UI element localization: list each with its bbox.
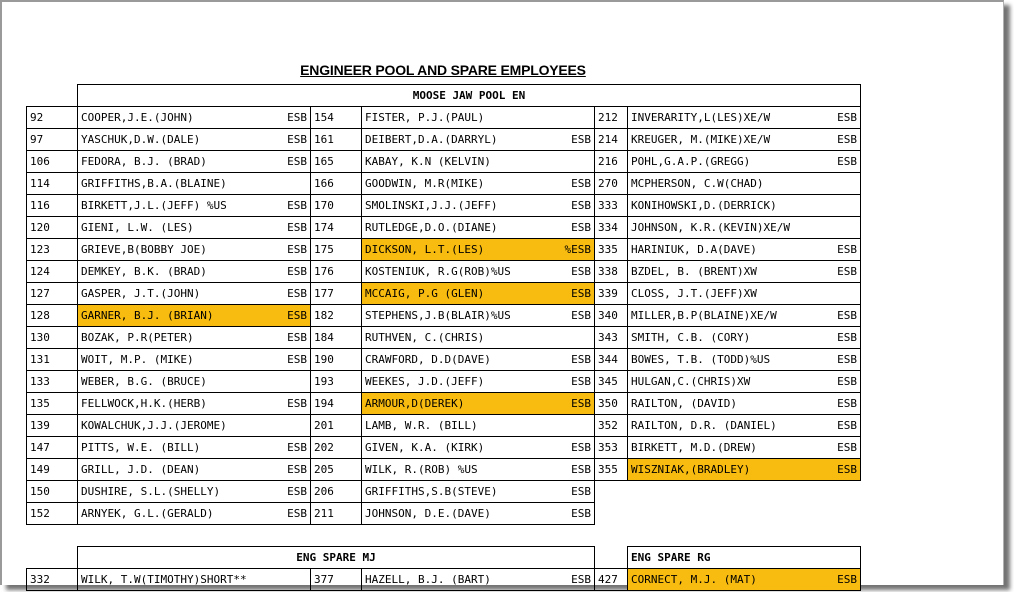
employee-name: WILK, R.(ROB) %US xyxy=(365,463,478,476)
employee-name: BOWES, T.B. (TODD)%US xyxy=(631,353,771,366)
employee-name-cell xyxy=(362,481,595,503)
table-row xyxy=(27,283,861,305)
employee-name-cell xyxy=(78,459,311,481)
employee-name: WOIT, M.P. (MIKE) xyxy=(81,353,194,366)
table-row xyxy=(27,349,861,371)
employee-name: BIRKETT, M.D.(DREW) xyxy=(631,441,757,454)
employee-tag: ESB xyxy=(287,111,307,124)
employee-name-cell xyxy=(628,305,861,327)
employee-name-cell xyxy=(362,173,595,195)
employee-number: 133 xyxy=(27,371,78,393)
employee-name: CORNECT, M.J. (MAT) xyxy=(631,573,757,586)
employee-name-cell xyxy=(78,305,311,327)
employee-number: 116 xyxy=(27,195,78,217)
employee-name-cell xyxy=(628,217,861,239)
pool-header: MOOSE JAW POOL EN xyxy=(78,85,861,107)
employee-number: 270 xyxy=(595,173,628,195)
employee-tag: ESB xyxy=(287,287,307,300)
employee-name-cell xyxy=(78,349,311,371)
employee-name-cell xyxy=(628,107,861,129)
employee-name: HAZELL, B.J. (BART) xyxy=(365,573,491,586)
employee-number: 333 xyxy=(595,195,628,217)
employee-number: 206 xyxy=(311,481,362,503)
employee-name: JOHNSON, K.R.(KEVIN)XE/W xyxy=(631,221,790,234)
employee-name-cell xyxy=(362,393,595,415)
employee-number: 212 xyxy=(595,107,628,129)
employee-name-cell xyxy=(362,151,595,173)
employee-name: GRIFFITHS,S.B(STEVE) xyxy=(365,485,498,498)
employee-tag: ESB xyxy=(837,353,857,366)
employee-name: BZDEL, B. (BRENT)XW xyxy=(631,265,757,278)
employee-tag: ESB xyxy=(287,397,307,410)
employee-tag: ESB xyxy=(287,331,307,344)
employee-name: WEBER, B.G. (BRUCE) xyxy=(81,375,207,388)
employee-name-cell xyxy=(78,415,311,437)
employee-number: 340 xyxy=(595,305,628,327)
employee-name: SMITH, C.B. (CORY) xyxy=(631,331,751,344)
employee-tag: ESB xyxy=(571,177,591,190)
employee-name: GRIEVE,B(BOBBY JOE) xyxy=(81,243,207,256)
table-row xyxy=(27,371,861,393)
employee-tag: ESB xyxy=(571,441,591,454)
employee-number: 106 xyxy=(27,151,78,173)
spare-rg-header: ENG SPARE RG xyxy=(628,547,861,569)
employee-tag: ESB xyxy=(287,353,307,366)
employee-tag: ESB xyxy=(837,133,857,146)
employee-name: RAILTON, D.R. (DANIEL) xyxy=(631,419,777,432)
employee-tag: ESB xyxy=(571,463,591,476)
employee-name: COOPER,J.E.(JOHN) xyxy=(81,111,194,124)
employee-name-cell xyxy=(78,327,311,349)
employee-tag: ESB xyxy=(571,133,591,146)
employee-number: 120 xyxy=(27,217,78,239)
employee-number: 166 xyxy=(311,173,362,195)
employee-name-cell xyxy=(78,195,311,217)
employee-number: 332 xyxy=(27,569,78,591)
employee-name-cell xyxy=(362,327,595,349)
employee-tag: ESB xyxy=(287,463,307,476)
employee-tag xyxy=(853,217,857,238)
employee-name-cell xyxy=(628,393,861,415)
employee-tag: ESB xyxy=(837,463,857,476)
employee-number: 152 xyxy=(27,503,78,525)
table-row xyxy=(27,415,861,437)
employee-name: RUTLEDGE,D.O.(DIANE) xyxy=(365,221,498,234)
employee-tag xyxy=(303,415,307,436)
employee-tag: ESB xyxy=(837,573,857,586)
employee-tag: ESB xyxy=(287,199,307,212)
employee-name: POHL,G.A.P.(GREGG) xyxy=(631,155,751,168)
employee-tag xyxy=(303,371,307,392)
employee-number: 123 xyxy=(27,239,78,261)
employee-number: 139 xyxy=(27,415,78,437)
employee-tag xyxy=(587,107,591,128)
employee-tag: ESB xyxy=(837,397,857,410)
employee-number: 175 xyxy=(311,239,362,261)
employee-tag: ESB xyxy=(287,507,307,520)
employee-tag: ESB xyxy=(571,199,591,212)
employee-name: INVERARITY,L(LES)XE/W xyxy=(631,111,771,124)
employee-name-cell xyxy=(362,415,595,437)
employee-number: 427 xyxy=(595,569,628,591)
employee-number: 135 xyxy=(27,393,78,415)
table-row xyxy=(27,459,861,481)
employee-tag: ESB xyxy=(571,375,591,388)
employee-tag xyxy=(587,327,591,348)
employee-tag: ESB xyxy=(837,419,857,432)
employee-name-cell xyxy=(362,371,595,393)
employee-number: 193 xyxy=(311,371,362,393)
employee-number: 131 xyxy=(27,349,78,371)
employee-name-cell xyxy=(78,173,311,195)
employee-name-cell xyxy=(362,459,595,481)
table-row xyxy=(27,393,861,415)
employee-name: BIRKETT,J.L.(JEFF) %US xyxy=(81,199,227,212)
employee-name: MILLER,B.P(BLAINE)XE/W xyxy=(631,309,777,322)
employee-name: DEMKEY, B.K. (BRAD) xyxy=(81,265,207,278)
pool-header-row xyxy=(27,85,861,107)
employee-name-cell xyxy=(362,283,595,305)
employee-tag: ESB xyxy=(571,287,591,300)
table-row xyxy=(27,195,861,217)
employee-name-cell xyxy=(78,261,311,283)
employee-name-cell xyxy=(362,195,595,217)
employee-tag: ESB xyxy=(571,221,591,234)
employee-number: 154 xyxy=(311,107,362,129)
employee-name: HARINIUK, D.A(DAVE) xyxy=(631,243,757,256)
employee-name: KREUGER, M.(MIKE)XE/W xyxy=(631,133,771,146)
employee-name-cell xyxy=(362,261,595,283)
employee-tag xyxy=(587,415,591,436)
employee-name-cell xyxy=(628,129,861,151)
employee-number: 174 xyxy=(311,217,362,239)
employee-number: 353 xyxy=(595,437,628,459)
employee-number: 194 xyxy=(311,393,362,415)
employee-name: LAMB, W.R. (BILL) xyxy=(365,419,478,432)
employee-tag xyxy=(853,195,857,216)
employee-tag: ESB xyxy=(837,331,857,344)
employee-number: 149 xyxy=(27,459,78,481)
employee-tag xyxy=(587,151,591,172)
employee-name-cell xyxy=(78,283,311,305)
employee-name: DEIBERT,D.A.(DARRYL) xyxy=(365,133,498,146)
employee-number: 216 xyxy=(595,151,628,173)
employee-number: 182 xyxy=(311,305,362,327)
employee-number: 335 xyxy=(595,239,628,261)
employee-name: WEEKES, J.D.(JEFF) xyxy=(365,375,485,388)
employee-number: 345 xyxy=(595,371,628,393)
table-row xyxy=(27,217,861,239)
employee-name: GASPER, J.T.(JOHN) xyxy=(81,287,201,300)
employee-name: RAILTON, (DAVID) xyxy=(631,397,737,410)
employee-name-cell xyxy=(78,569,311,591)
table-row xyxy=(27,305,861,327)
employee-name: GRIFFITHS,B.A.(BLAINE) xyxy=(81,177,227,190)
employee-number: 334 xyxy=(595,217,628,239)
employee-name-cell xyxy=(362,107,595,129)
employee-name-cell xyxy=(628,371,861,393)
employee-name: GIVEN, K.A. (KIRK) xyxy=(365,441,485,454)
employee-tag: ESB xyxy=(837,309,857,322)
employee-name-cell xyxy=(628,459,861,481)
table-row xyxy=(27,151,861,173)
employee-tag: ESB xyxy=(837,155,857,168)
employee-name-cell xyxy=(362,129,595,151)
employee-name: CLOSS, J.T.(JEFF)XW xyxy=(631,287,757,300)
employee-name-cell xyxy=(78,393,311,415)
employee-number: 343 xyxy=(595,327,628,349)
employee-number: 130 xyxy=(27,327,78,349)
employee-number: 355 xyxy=(595,459,628,481)
employee-tag: ESB xyxy=(837,441,857,454)
employee-name: FISTER, P.J.(PAUL) xyxy=(365,111,485,124)
employee-name: DUSHIRE, S.L.(SHELLY) xyxy=(81,485,221,498)
employee-name: ARMOUR,D(DEREK) xyxy=(365,397,465,410)
employee-tag: ESB xyxy=(287,155,307,168)
table-row xyxy=(27,437,861,459)
employee-tag: ESB xyxy=(837,265,857,278)
employee-tag xyxy=(853,283,857,304)
employee-name-cell xyxy=(362,217,595,239)
employee-name-cell xyxy=(362,239,595,261)
employee-number: 124 xyxy=(27,261,78,283)
employee-name: SMOLINSKI,J.J.(JEFF) xyxy=(365,199,498,212)
employee-number: 176 xyxy=(311,261,362,283)
employee-name: KOSTENIUK, R.G(ROB)%US xyxy=(365,265,511,278)
employee-name: GOODWIN, M.R(MIKE) xyxy=(365,177,485,190)
roster-table xyxy=(26,84,861,591)
employee-name: MCPHERSON, C.W(CHAD) xyxy=(631,177,764,190)
table-row xyxy=(27,107,861,129)
employee-tag: ESB xyxy=(571,507,591,520)
employee-tag: ESB xyxy=(287,133,307,146)
employee-number: 211 xyxy=(311,503,362,525)
employee-name: FELLWOCK,H.K.(HERB) xyxy=(81,397,207,410)
employee-name-cell xyxy=(78,107,311,129)
employee-name: HULGAN,C.(CHRIS)XW xyxy=(631,375,751,388)
employee-name-cell xyxy=(78,151,311,173)
employee-tag: ESB xyxy=(837,111,857,124)
employee-name: YASCHUK,D.W.(DALE) xyxy=(81,133,201,146)
employee-name: WILK, T.W(TIMOTHY)SHORT** xyxy=(81,573,247,586)
page-title: ENGINEER POOL AND SPARE EMPLOYEES xyxy=(300,62,586,78)
spare-header-row xyxy=(27,547,861,569)
employee-name-cell xyxy=(78,129,311,151)
employee-number: 352 xyxy=(595,415,628,437)
employee-name: GIENI, L.W. (LES) xyxy=(81,221,194,234)
spare-mj-header: ENG SPARE MJ xyxy=(78,547,595,569)
employee-name: WISZNIAK,(BRADLEY) xyxy=(631,463,751,476)
employee-name-cell xyxy=(628,437,861,459)
employee-tag: ESB xyxy=(287,309,307,322)
employee-name-cell xyxy=(628,239,861,261)
employee-name-cell xyxy=(628,151,861,173)
employee-number: 165 xyxy=(311,151,362,173)
employee-number: 147 xyxy=(27,437,78,459)
employee-number: 114 xyxy=(27,173,78,195)
employee-name-cell xyxy=(78,437,311,459)
employee-tag: ESB xyxy=(571,397,591,410)
employee-number: 338 xyxy=(595,261,628,283)
employee-tag: ESB xyxy=(287,485,307,498)
table-row xyxy=(27,129,861,151)
employee-name: GRILL, J.D. (DEAN) xyxy=(81,463,201,476)
employee-number: 339 xyxy=(595,283,628,305)
employee-name-cell xyxy=(362,305,595,327)
employee-tag: ESB xyxy=(571,485,591,498)
employee-name-cell xyxy=(628,283,861,305)
employee-name: FEDORA, B.J. (BRAD) xyxy=(81,155,207,168)
employee-number: 205 xyxy=(311,459,362,481)
employee-tag: ESB xyxy=(287,221,307,234)
employee-name: KONIHOWSKI,D.(DERRICK) xyxy=(631,199,777,212)
employee-tag xyxy=(853,173,857,194)
employee-name: GARNER, B.J. (BRIAN) xyxy=(81,309,214,322)
employee-number: 202 xyxy=(311,437,362,459)
employee-number: 161 xyxy=(311,129,362,151)
table-row xyxy=(27,173,861,195)
table-row xyxy=(27,569,861,591)
employee-name-cell xyxy=(78,481,311,503)
employee-name-cell xyxy=(628,349,861,371)
spacer-row xyxy=(27,525,861,547)
employee-name: KABAY, K.N (KELVIN) xyxy=(365,155,491,168)
employee-tag xyxy=(303,569,307,590)
employee-name-cell xyxy=(628,261,861,283)
employee-name: CRAWFORD, D.D(DAVE) xyxy=(365,353,491,366)
employee-name: PITTS, W.E. (BILL) xyxy=(81,441,201,454)
employee-number: 377 xyxy=(311,569,362,591)
employee-number: 344 xyxy=(595,349,628,371)
employee-number: 150 xyxy=(27,481,78,503)
employee-name: DICKSON, L.T.(LES) xyxy=(365,243,485,256)
employee-name-cell xyxy=(628,195,861,217)
employee-name: RUTHVEN, C.(CHRIS) xyxy=(365,331,485,344)
employee-name: JOHNSON, D.E.(DAVE) xyxy=(365,507,491,520)
employee-tag xyxy=(303,173,307,194)
employee-number: 201 xyxy=(311,415,362,437)
employee-name: MCCAIG, P.G (GLEN) xyxy=(365,287,485,300)
employee-name-cell xyxy=(362,437,595,459)
employee-tag: ESB xyxy=(571,265,591,278)
employee-name-cell xyxy=(628,569,861,591)
employee-name-cell xyxy=(78,371,311,393)
employee-number: 190 xyxy=(311,349,362,371)
table-row xyxy=(27,239,861,261)
table-row xyxy=(27,261,861,283)
employee-number: 184 xyxy=(311,327,362,349)
table-row xyxy=(27,503,861,525)
employee-tag: ESB xyxy=(571,309,591,322)
employee-tag: %ESB xyxy=(564,243,591,256)
employee-tag: ESB xyxy=(571,353,591,366)
employee-name: STEPHENS,J.B(BLAIR)%US xyxy=(365,309,511,322)
employee-tag: ESB xyxy=(571,573,591,586)
employee-name-cell xyxy=(628,415,861,437)
employee-name: BOZAK, P.R(PETER) xyxy=(81,331,194,344)
employee-name-cell xyxy=(628,327,861,349)
employee-tag: ESB xyxy=(837,375,857,388)
employee-name: KOWALCHUK,J.J.(JEROME) xyxy=(81,419,227,432)
employee-number: 92 xyxy=(27,107,78,129)
employee-number: 214 xyxy=(595,129,628,151)
employee-tag: ESB xyxy=(287,441,307,454)
employee-tag: ESB xyxy=(287,265,307,278)
employee-name: ARNYEK, G.L.(GERALD) xyxy=(81,507,214,520)
employee-name-cell xyxy=(362,503,595,525)
table-row xyxy=(27,327,861,349)
employee-number: 127 xyxy=(27,283,78,305)
employee-number: 97 xyxy=(27,129,78,151)
employee-number: 350 xyxy=(595,393,628,415)
employee-tag: ESB xyxy=(837,243,857,256)
employee-tag: ESB xyxy=(287,243,307,256)
table-row xyxy=(27,481,861,503)
employee-name-cell xyxy=(362,349,595,371)
employee-name-cell xyxy=(628,173,861,195)
employee-name-cell xyxy=(78,239,311,261)
employee-name-cell xyxy=(362,569,595,591)
employee-name-cell xyxy=(78,503,311,525)
employee-name-cell xyxy=(78,217,311,239)
employee-number: 128 xyxy=(27,305,78,327)
employee-number: 177 xyxy=(311,283,362,305)
employee-number: 170 xyxy=(311,195,362,217)
